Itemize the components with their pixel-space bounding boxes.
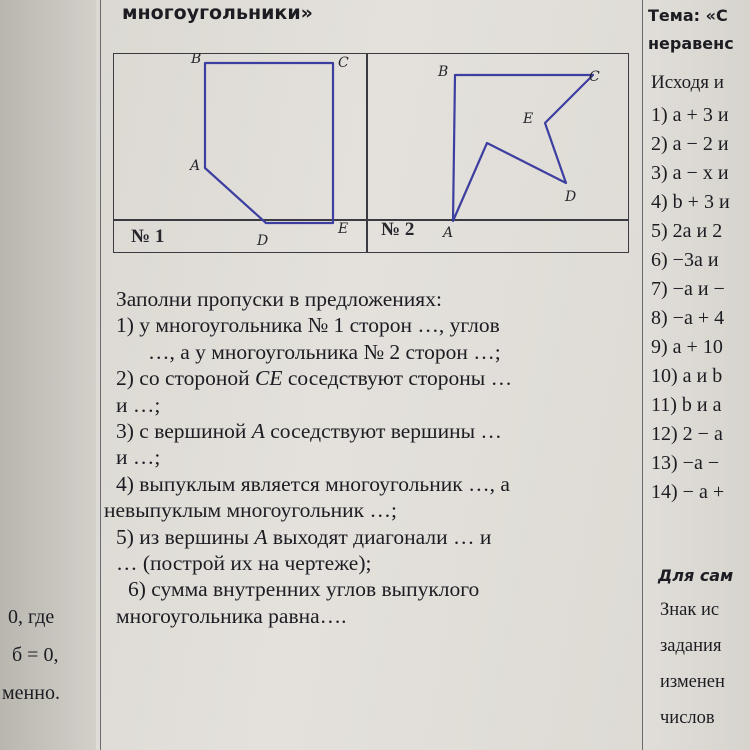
task-line: 6) сумма внутренних углов выпуклого xyxy=(128,577,480,602)
task-italic: A xyxy=(254,524,268,549)
task-text: 3) с вершиной xyxy=(116,419,252,444)
right-bold-heading: Для сам xyxy=(658,566,734,585)
left-column-line: 0, где xyxy=(8,606,55,628)
vertex-label-C-1: C xyxy=(338,55,349,71)
task-text: соседствуют стороны … xyxy=(282,366,513,391)
task-line: многоугольника равна…. xyxy=(116,603,347,628)
task-text: 2) со стороной xyxy=(116,366,255,391)
right-list-item: 4) b + 3 и xyxy=(651,191,730,213)
figure-number-1: № 1 xyxy=(131,226,165,247)
task-line xyxy=(104,524,636,550)
right-list-item: 9) a + 10 xyxy=(651,336,723,358)
vertex-label-A-2: A xyxy=(443,225,454,241)
left-column-line: менно. xyxy=(2,682,60,704)
task-text: выходят диагонали … и xyxy=(267,524,492,549)
task-line: невыпуклым многоугольник …; xyxy=(104,498,397,523)
vertex-label-E-2: E xyxy=(523,111,534,127)
right-list-item: 2) a − 2 и xyxy=(651,133,729,155)
right-list-item: 6) −3a и xyxy=(651,249,719,271)
fill-in-task xyxy=(104,286,636,629)
section-heading: многоугольники» xyxy=(122,2,313,24)
task-line: 1) у многоугольника № 1 сторон …, углов xyxy=(116,313,500,338)
right-paragraph-line: числов xyxy=(660,708,715,728)
task-line: и …; xyxy=(116,445,161,470)
vertex-label-E-1: E xyxy=(338,221,349,237)
vertex-label-C-2: C xyxy=(589,69,600,85)
right-list-item: 14) − a + xyxy=(651,481,725,503)
figure-number-2: № 2 xyxy=(381,219,415,240)
right-theme-line: Тема: «С xyxy=(648,6,728,25)
right-list-item: 3) a − x и xyxy=(651,162,729,184)
task-line: … (построй их на чертеже); xyxy=(116,551,372,576)
task-line: 4) выпуклым является многоугольник …, а xyxy=(116,471,510,496)
right-list-item: 11) b и a xyxy=(651,394,722,416)
right-list-item: 10) a и b xyxy=(651,365,723,387)
right-list-item: 13) −a − xyxy=(651,452,720,474)
left-page-column xyxy=(0,0,96,750)
polygon-figures xyxy=(113,53,629,253)
vertex-label-A-1: A xyxy=(190,158,201,174)
task-line: и …; xyxy=(116,392,161,417)
right-page-column xyxy=(643,0,750,750)
right-list-item: 1) a + 3 и xyxy=(651,104,729,126)
right-paragraph-line: изменен xyxy=(660,672,725,692)
task-italic: A xyxy=(251,419,265,444)
task-italic: CE xyxy=(255,366,283,391)
left-column-line: б = 0, xyxy=(12,644,59,666)
task-line xyxy=(104,365,636,391)
task-text: соседствуют вершины … xyxy=(264,419,502,444)
right-theme-line: неравенс xyxy=(648,34,734,53)
task-line xyxy=(104,418,636,444)
right-intro: Исходя и xyxy=(651,72,724,93)
right-list-item: 7) −a и − xyxy=(651,278,725,300)
right-list-item: 5) 2a и 2 xyxy=(651,220,723,242)
right-paragraph-line: задания xyxy=(660,636,722,656)
column-divider-left xyxy=(100,0,101,750)
task-line: …, а у многоугольника № 2 сторон …; xyxy=(148,339,501,364)
right-paragraph-line: Знак ис xyxy=(660,600,720,620)
vertex-label-D-2: D xyxy=(565,189,577,205)
polygon-1 xyxy=(205,63,333,223)
right-list-item: 8) −a + 4 xyxy=(651,307,725,329)
vertex-label-B-2: B xyxy=(438,64,449,80)
right-list-item: 12) 2 − a xyxy=(651,423,723,445)
vertex-label-D-1: D xyxy=(257,233,269,249)
task-intro: Заполни пропуски в предложениях: xyxy=(116,287,442,311)
vertex-label-B-1: B xyxy=(191,53,202,67)
task-text: 5) из вершины xyxy=(116,524,255,549)
